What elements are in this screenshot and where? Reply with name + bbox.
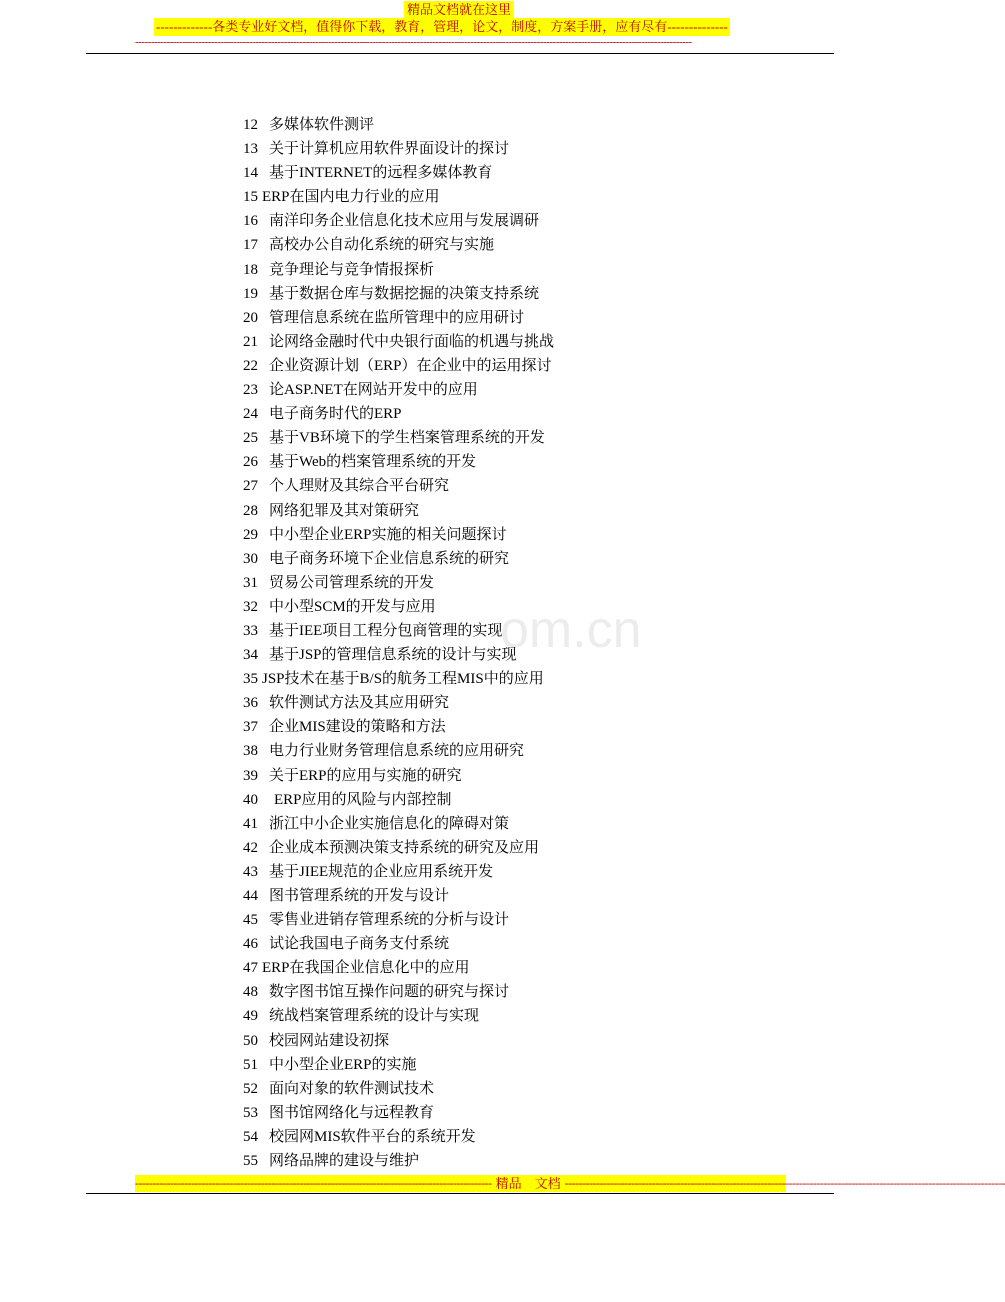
list-item bbox=[243, 739, 554, 763]
list-item bbox=[243, 378, 554, 402]
list-item-number: 46 bbox=[243, 936, 258, 953]
list-item-title: 电子商务环境下企业信息系统的研究 bbox=[269, 550, 510, 567]
list-item bbox=[243, 113, 554, 137]
list-item-number: 16 bbox=[243, 213, 258, 230]
list-item-number: 42 bbox=[243, 839, 258, 856]
list-item bbox=[243, 1053, 554, 1077]
list-item bbox=[243, 691, 554, 715]
list-item bbox=[243, 667, 554, 691]
list-item-number: 31 bbox=[243, 574, 258, 591]
list-item-number: 35 bbox=[243, 671, 258, 688]
list-item-title: 基于JIEE规范的企业应用系统开发 bbox=[269, 863, 494, 880]
list-item bbox=[243, 980, 554, 1004]
list-item-title: 基于IEE项目工程分包商管理的实现 bbox=[269, 622, 503, 639]
list-item-title: 关于计算机应用软件界面设计的探讨 bbox=[269, 141, 510, 158]
list-item bbox=[243, 764, 554, 788]
list-item-number: 38 bbox=[243, 743, 258, 760]
list-item-number: 33 bbox=[243, 622, 258, 639]
list-item-number: 44 bbox=[243, 888, 258, 904]
list-item bbox=[243, 354, 554, 378]
list-item-number: 54 bbox=[243, 1128, 258, 1145]
list-item bbox=[243, 715, 554, 739]
list-item-title: 基于Web的档案管理系统的开发 bbox=[269, 454, 477, 471]
list-item-number: 26 bbox=[243, 454, 258, 471]
list-item-title: 南洋印务企业信息化技术应用与发展调研 bbox=[269, 213, 540, 230]
list-item bbox=[243, 571, 554, 595]
list-item bbox=[243, 499, 554, 523]
list-item-title: ERP在国内电力行业的应用 bbox=[262, 189, 440, 206]
list-item-title: 企业资源计划（ERP）在企业中的运用探讨 bbox=[269, 357, 552, 374]
header-top-label: 精品文档就在这里 bbox=[404, 1, 514, 18]
list-item-title: 浙江中小企业实施信息化的障碍对策 bbox=[269, 815, 510, 832]
list-item-number: 37 bbox=[243, 719, 258, 736]
footer-right-dash: ------------------------------------------------------------------------------------------------------------------------------ bbox=[564, 1176, 1005, 1190]
list-item-number: 36 bbox=[243, 695, 258, 712]
list-item-number: 30 bbox=[243, 550, 258, 567]
list-item-number: 40 bbox=[243, 791, 258, 808]
watermark: om.cn bbox=[500, 601, 642, 659]
list-item-title: 统战档案管理系统的设计与实现 bbox=[269, 1008, 480, 1025]
list-item bbox=[243, 1077, 554, 1101]
list-item bbox=[243, 860, 554, 884]
list-item bbox=[243, 547, 554, 571]
list-item-title: ERP应用的风险与内部控制 bbox=[274, 791, 452, 808]
header-rule bbox=[86, 53, 834, 54]
list-item bbox=[243, 812, 554, 836]
list-item-number: 23 bbox=[243, 382, 258, 399]
list-item-title: 电力行业财务管理信息系统的应用研究 bbox=[269, 743, 525, 760]
list-item-number: 45 bbox=[243, 912, 258, 929]
list-item-number: 21 bbox=[243, 333, 258, 350]
list-item bbox=[243, 1004, 554, 1028]
list-item bbox=[243, 1101, 554, 1125]
list-item-title: 面向对象的软件测试技术 bbox=[269, 1080, 435, 1097]
list-item bbox=[243, 956, 554, 980]
list-item-number: 52 bbox=[243, 1080, 258, 1097]
list-item-title: 图书管理系统的开发与设计 bbox=[269, 888, 450, 904]
list-item-title: 网络犯罪及其对策研究 bbox=[269, 502, 420, 519]
list-item-title: ERP在我国企业信息化中的应用 bbox=[262, 960, 470, 977]
list-item-number: 39 bbox=[243, 767, 258, 784]
list-item bbox=[243, 788, 554, 812]
list-item-number: 13 bbox=[243, 141, 258, 158]
list-item bbox=[243, 402, 554, 426]
list-item-title: 电子商务时代的ERP bbox=[269, 406, 402, 423]
footer-bar bbox=[135, 1175, 1005, 1192]
list-item-title: 软件测试方法及其应用研究 bbox=[269, 695, 450, 712]
list-item-number: 47 bbox=[243, 960, 258, 977]
list-item-number: 29 bbox=[243, 526, 258, 543]
list-item-number: 12 bbox=[243, 117, 258, 133]
list-item-number: 53 bbox=[243, 1104, 258, 1121]
list-item bbox=[243, 426, 554, 450]
list-item-title: 论网络金融时代中央银行面临的机遇与挑战 bbox=[269, 333, 555, 350]
list-item-number: 20 bbox=[243, 309, 258, 326]
list-item bbox=[243, 932, 554, 956]
list-item bbox=[243, 643, 554, 667]
list-item-title: 试论我国电子商务支付系统 bbox=[269, 936, 450, 953]
list-item bbox=[243, 474, 554, 498]
list-item-title: 基于JSP的管理信息系统的设计与实现 bbox=[269, 647, 517, 664]
list-item-number: 27 bbox=[243, 478, 258, 495]
list-item bbox=[243, 1125, 554, 1149]
list-item-number: 14 bbox=[243, 165, 258, 182]
list-item bbox=[243, 161, 554, 185]
list-item-number: 48 bbox=[243, 984, 258, 1001]
list-item bbox=[243, 523, 554, 547]
list-item bbox=[243, 836, 554, 860]
list-item-title: JSP技术在基于B/S的航务工程MIS中的应用 bbox=[262, 671, 544, 688]
list-item bbox=[243, 306, 554, 330]
list-item bbox=[243, 619, 554, 643]
list-item bbox=[243, 330, 554, 354]
list-item-title: 基于INTERNET的远程多媒体教育 bbox=[269, 165, 493, 182]
list-item-number: 18 bbox=[243, 261, 258, 278]
list-item bbox=[243, 908, 554, 932]
footer-left-dash: ------------------------------------------------------------------------------------------------------ bbox=[135, 1176, 492, 1190]
list-item-title: 贸易公司管理系统的开发 bbox=[269, 574, 435, 591]
list-item-number: 28 bbox=[243, 502, 258, 519]
list-item-number: 15 bbox=[243, 189, 258, 206]
list-item-title: 企业MIS建设的策略和方法 bbox=[269, 719, 446, 736]
list-item-title: 中小型企业ERP的实施 bbox=[269, 1056, 417, 1073]
list-item-number: 19 bbox=[243, 285, 258, 302]
footer-rule bbox=[86, 1193, 834, 1194]
list-item bbox=[243, 595, 554, 619]
list-item-title: 企业成本预测决策支持系统的研究及应用 bbox=[269, 839, 540, 856]
list-item-number: 32 bbox=[243, 598, 258, 615]
list-item-number: 50 bbox=[243, 1032, 258, 1049]
list-item-title: 基于VB环境下的学生档案管理系统的开发 bbox=[269, 430, 545, 447]
list-item-title: 零售业进销存管理系统的分析与设计 bbox=[269, 912, 510, 929]
list-item-number: 55 bbox=[243, 1153, 258, 1170]
header-dash-line: -------------------------------------------------------------------------------------------------------------------------------------------------------------------------------- bbox=[135, 36, 692, 48]
list-item bbox=[243, 233, 554, 257]
list-item bbox=[243, 282, 554, 306]
footer-label: 精品 文档 bbox=[495, 1176, 561, 1191]
list-item-number: 24 bbox=[243, 406, 258, 423]
list-item-title: 个人理财及其综合平台研究 bbox=[269, 478, 450, 495]
list-item bbox=[243, 209, 554, 233]
list-item bbox=[243, 1149, 554, 1173]
list-item-title: 关于ERP的应用与实施的研究 bbox=[269, 767, 462, 784]
list-item-title: 校园网MIS软件平台的系统开发 bbox=[269, 1128, 476, 1145]
header-subtitle: -------------各类专业好文档，值得你下载，教育，管理，论文，制度，方案手册，应有尽有-------------- bbox=[156, 19, 728, 34]
list-item-number: 22 bbox=[243, 357, 258, 374]
list-item-title: 网络品牌的建设与维护 bbox=[269, 1153, 420, 1170]
list-item bbox=[243, 450, 554, 474]
list-item-title: 数字图书馆互操作问题的研究与探讨 bbox=[269, 984, 510, 1001]
list-item bbox=[243, 884, 554, 908]
list-item-title: 校园网站建设初探 bbox=[269, 1032, 390, 1049]
list-item-number: 51 bbox=[243, 1056, 258, 1073]
list-item-number: 25 bbox=[243, 430, 258, 447]
topic-list bbox=[243, 113, 554, 1173]
list-item bbox=[243, 1029, 554, 1053]
list-item-title: 多媒体软件测评 bbox=[269, 117, 375, 133]
list-item-title: 中小型SCM的开发与应用 bbox=[269, 598, 436, 615]
list-item-number: 49 bbox=[243, 1008, 258, 1025]
list-item-title: 高校办公自动化系统的研究与实施 bbox=[269, 237, 495, 254]
list-item-title: 中小型企业ERP实施的相关问题探讨 bbox=[269, 526, 507, 543]
list-item-title: 基于数据仓库与数据挖掘的决策支持系统 bbox=[269, 285, 540, 302]
list-item-number: 43 bbox=[243, 863, 258, 880]
list-item-title: 论ASP.NET在网站开发中的应用 bbox=[269, 382, 478, 399]
list-item-title: 管理信息系统在监所管理中的应用研讨 bbox=[269, 309, 525, 326]
list-item-title: 竞争理论与竞争情报探析 bbox=[269, 261, 435, 278]
list-item bbox=[243, 137, 554, 161]
list-item-number: 17 bbox=[243, 237, 258, 254]
list-item-title: 图书馆网络化与远程教育 bbox=[269, 1104, 435, 1121]
list-item-number: 34 bbox=[243, 647, 258, 664]
list-item bbox=[243, 258, 554, 282]
list-item-number: 41 bbox=[243, 815, 258, 832]
list-item bbox=[243, 185, 554, 209]
